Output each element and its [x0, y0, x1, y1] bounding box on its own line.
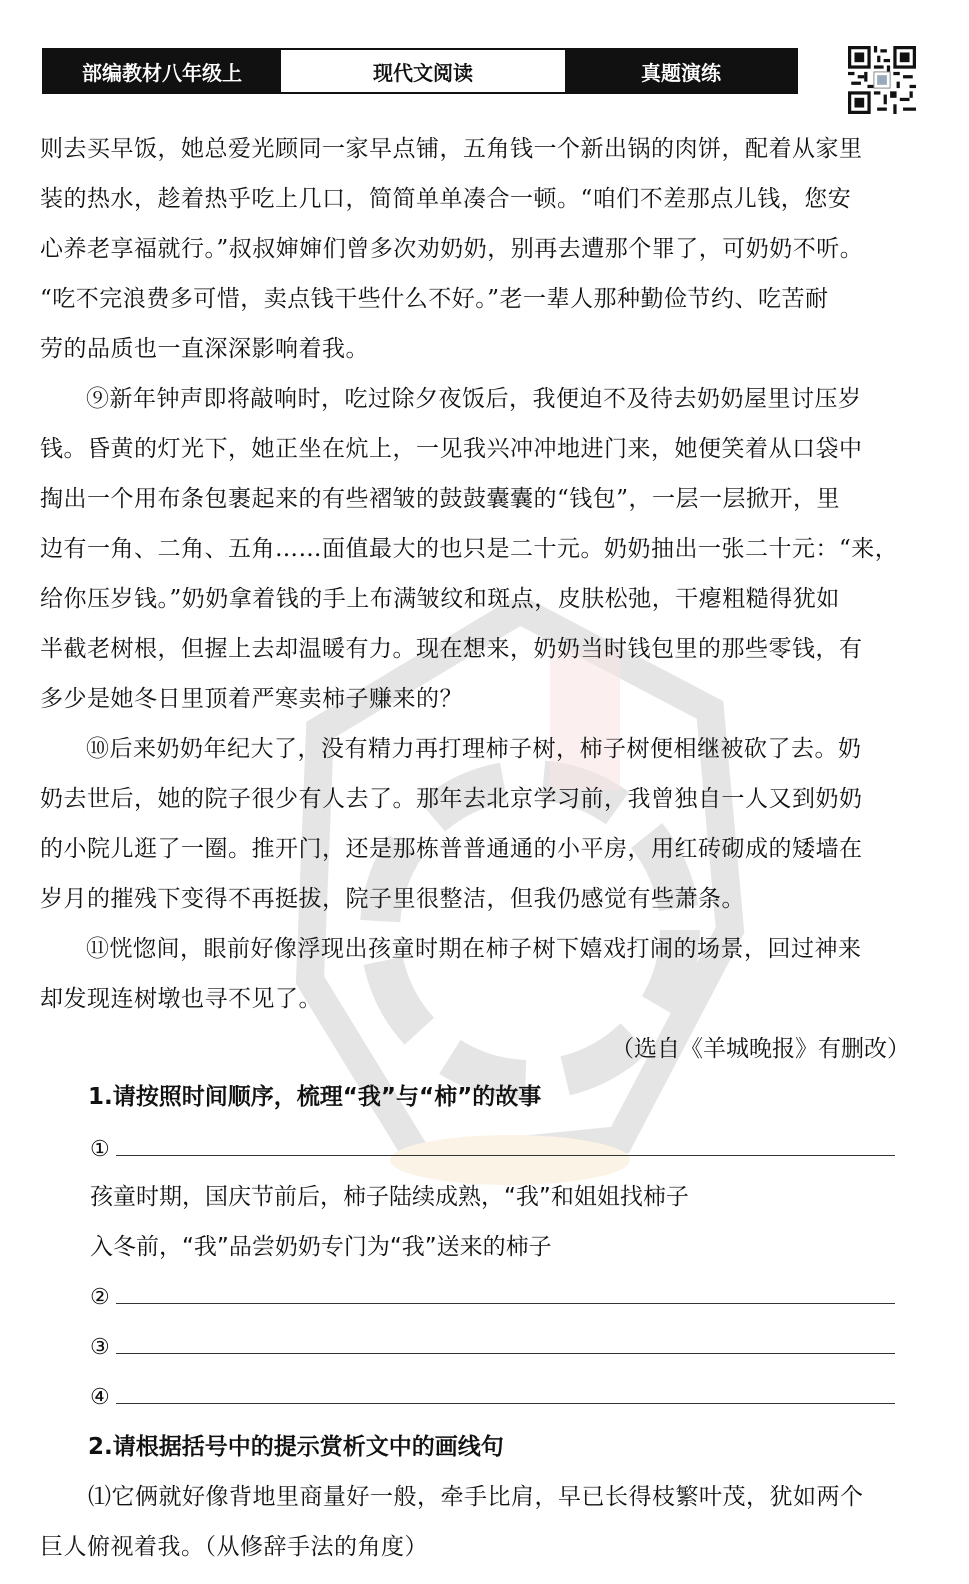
question-1-title: 1.请按照时间顺序，梳理“我”与“柿”的故事 — [88, 1084, 542, 1110]
qr-code-icon — [848, 46, 916, 114]
answer-line[interactable] — [116, 1402, 895, 1404]
page-header — [42, 48, 798, 94]
passage-line: 钱。昏黄的灯光下，她正坐在炕上，一见我兴冲冲地进门来，她便笑着从口袋中 — [40, 436, 863, 462]
given-answer-text: 入冬前，“我”品尝奶奶专门为“我”送来的柿子 — [90, 1234, 552, 1260]
answer-row-3[interactable] — [90, 1326, 895, 1360]
passage-line: ⑨新年钟声即将敲响时，吃过除夕夜饭后，我便迫不及待去奶奶屋里讨压岁 — [86, 386, 862, 412]
answer-line[interactable] — [116, 1154, 895, 1156]
question-2-title: 2.请根据括号中的提示赏析文中的画线句 — [88, 1434, 504, 1460]
header-section: 真题演练 — [566, 50, 796, 92]
question-2-subitem: ⑴它俩就好像背地里商量好一般，牵手比肩，早已长得枝繁叶茂，犹如两个 — [88, 1484, 864, 1510]
given-answer-text: 孩童时期，国庆节前后，柿子陆续成熟，“我”和姐姐找柿子 — [90, 1184, 689, 1210]
passage — [40, 124, 922, 1074]
answer-row-4[interactable] — [90, 1376, 895, 1410]
answer-number: ③ — [90, 1335, 110, 1360]
passage-line: 奶去世后，她的院子很少有人去了。那年去北京学习前，我曾独自一人又到奶奶 — [40, 786, 863, 812]
question-2-subitem: 巨人俯视着我。（从修辞手法的角度） — [40, 1534, 428, 1560]
answer-number: ① — [90, 1137, 110, 1162]
answer-row-1[interactable] — [90, 1128, 895, 1162]
answer-number: ② — [90, 1285, 110, 1310]
passage-line: 的小院儿逛了一圈。推开门，还是那栋普普通通的小平房，用红砖砌成的矮墙在 — [40, 836, 863, 862]
answer-number: ④ — [90, 1385, 110, 1410]
passage-line: 岁月的摧残下变得不再挺拔，院子里很整洁，但我仍感觉有些萧条。 — [40, 886, 745, 912]
answer-line[interactable] — [116, 1352, 895, 1354]
passage-line: 边有一角、二角、五角……面值最大的也只是二十元。奶奶抽出一张二十元：“来， — [40, 536, 899, 562]
passage-line: ⑩后来奶奶年纪大了，没有精力再打理柿子树，柿子树便相继被砍了去。奶 — [86, 736, 862, 762]
passage-line: 心养老享福就行。”叔叔婶婶们曾多次劝奶奶，别再去遭那个罪了，可奶奶不听。 — [40, 236, 864, 262]
answer-row-2[interactable] — [90, 1276, 895, 1310]
passage-line: 则去买早饭，她总爱光顾同一家早点铺，五角钱一个新出锅的肉饼，配着从家里 — [40, 136, 863, 162]
header-subject: 现代文阅读 — [280, 50, 566, 92]
answer-line[interactable] — [116, 1302, 895, 1304]
passage-source: （选自《羊城晚报》有删改） — [611, 1036, 910, 1062]
header-grade: 部编教材八年级上 — [44, 50, 280, 92]
passage-line: 给你压岁钱。”奶奶拿着钱的手上布满皱纹和斑点，皮肤松弛，干瘪粗糙得犹如 — [40, 586, 840, 612]
passage-line: 多少是她冬日里顶着严寒卖柿子赚来的？ — [40, 686, 463, 712]
passage-line: ⑪恍惚间，眼前好像浮现出孩童时期在柿子树下嬉戏打闹的场景，回过神来 — [86, 936, 862, 962]
passage-line: 装的热水，趁着热乎吃上几口，简简单单凑合一顿。“咱们不差那点儿钱，您安 — [40, 186, 852, 212]
passage-line: 掏出一个用布条包裹起来的有些褶皱的鼓鼓囊囊的“钱包”，一层一层掀开，里 — [40, 486, 841, 512]
passage-line: 却发现连树墩也寻不见了。 — [40, 986, 322, 1012]
passage-line: 半截老树根，但握上去却温暖有力。现在想来，奶奶当时钱包里的那些零钱，有 — [40, 636, 863, 662]
passage-line: “吃不完浪费多可惜，卖点钱干些什么不好。”老一辈人那种勤俭节约、吃苦耐 — [40, 286, 829, 312]
passage-line: 劳的品质也一直深深影响着我。 — [40, 336, 369, 362]
